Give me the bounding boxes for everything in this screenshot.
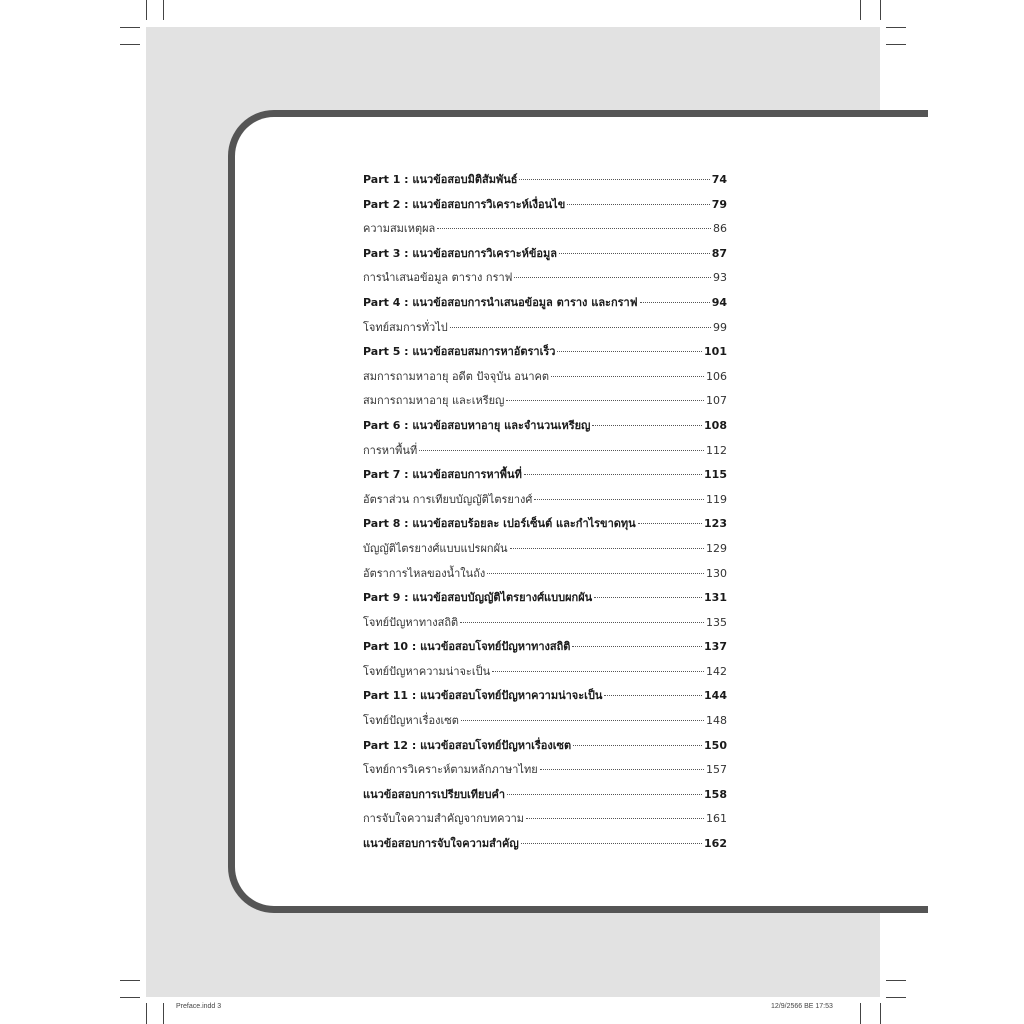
toc-entry-title: Part 6 : แนวข้อสอบหาอายุ และจำนวนเหรียญ [363,418,591,432]
crop-mark [163,0,164,20]
toc-dot-leader [492,671,704,672]
crop-mark [163,1003,164,1024]
toc-entry [363,564,727,589]
toc-entry-title: Part 4 : แนวข้อสอบการนำเสนอข้อมูล ตาราง และกราฟ [363,295,638,309]
toc-entry-page: 142 [706,664,727,678]
toc-entry [363,662,727,687]
toc-entry-page: 94 [711,295,727,309]
toc-dot-leader [506,400,704,401]
toc-entry-page: 162 [704,837,727,851]
toc-entry [363,588,727,613]
crop-mark [886,27,906,28]
toc-entry [363,244,727,269]
toc-entry-page: 115 [704,468,727,482]
toc-entry [363,686,727,711]
toc-entry [363,809,727,834]
toc-entry [363,170,727,195]
crop-mark [886,997,906,998]
crop-mark [880,1003,881,1024]
toc-entry-page: 107 [706,394,727,408]
toc-entry-page: 161 [706,812,727,826]
toc-entry-title: Part 7 : แนวข้อสอบการหาพื้นที่ [363,468,522,482]
toc-entry-title: Part 8 : แนวข้อสอบร้อยละ เปอร์เซ็นต์ และกำไรขาดทุน [363,517,636,531]
toc-entry [363,613,727,638]
toc-entry-title: บัญญัติไตรยางศ์แบบแปรผกผัน [363,541,508,555]
toc-entry-title: Part 5 : แนวข้อสอบสมการหาอัตราเร็ว [363,345,556,359]
toc-entry [363,490,727,515]
toc-entry-title: โจทย์การวิเคราะห์ตามหลักภาษาไทย [363,763,538,777]
toc-entry-title: สมการถามหาอายุ อดีต ปัจจุบัน อนาคต [363,369,550,383]
crop-mark [886,980,906,981]
toc-entry-title: อัตราการไหลของน้ำในถัง [363,566,486,580]
toc-dot-leader [510,548,704,549]
slug-datetime: 12/9/2566 BE 17:53 [771,1003,833,1010]
toc-dot-leader [559,253,710,254]
toc-entry-page: 137 [704,640,727,654]
toc-entry [363,539,727,564]
toc-dot-leader [521,843,702,844]
toc-dot-leader [594,597,702,598]
toc-entry [363,637,727,662]
toc-dot-leader [557,351,702,352]
toc-entry-title: อัตราส่วน การเทียบบัญญัติไตรยางศ์ [363,492,533,506]
slug-file-info: Preface.indd 3 [176,1003,222,1010]
toc-entry-page: 157 [706,763,727,777]
toc-dot-leader [551,376,704,377]
toc-entry [363,785,727,810]
toc-entry-page: 86 [713,222,727,236]
crop-mark [146,1003,147,1024]
toc-dot-leader [487,573,704,574]
toc-dot-leader [519,179,709,180]
crop-mark [146,0,147,20]
toc-entry-page: 87 [711,246,727,260]
toc-entry-title: Part 12 : แนวข้อสอบโจทย์ปัญหาเรื่องเซต [363,738,572,752]
toc-dot-leader [526,818,704,819]
toc-entry-page: 123 [704,517,727,531]
crop-mark [120,44,140,45]
table-of-contents [363,170,727,859]
toc-entry-page: 99 [713,320,727,334]
toc-entry-title: Part 10 : แนวข้อสอบโจทย์ปัญหาทางสถิติ [363,640,571,654]
toc-entry-title: ความสมเหตุผล [363,222,436,236]
toc-entry [363,268,727,293]
toc-entry-page: 108 [704,418,727,432]
toc-entry-page: 79 [711,197,727,211]
crop-mark [120,980,140,981]
toc-entry-page: 131 [704,591,727,605]
toc-dot-leader [567,204,709,205]
toc-entry-page: 144 [704,689,727,703]
toc-entry-page: 119 [706,492,727,506]
toc-entry-title: โจทย์ปัญหาความน่าจะเป็น [363,664,491,678]
toc-entry-page: 93 [713,271,727,285]
toc-dot-leader [540,769,704,770]
toc-dot-leader [524,474,702,475]
toc-entry [363,219,727,244]
toc-entry-title: Part 3 : แนวข้อสอบการวิเคราะห์ข้อมูล [363,246,558,260]
toc-dot-leader [573,745,702,746]
toc-dot-leader [514,277,711,278]
toc-entry [363,514,727,539]
toc-entry-page: 74 [711,173,727,186]
crop-mark [860,0,861,20]
toc-entry-title: โจทย์ปัญหาเรื่องเซต [363,714,459,728]
toc-entry [363,441,727,466]
toc-entry-title: โจทย์สมการทั่วไป [363,320,448,334]
crop-mark [120,27,140,28]
toc-entry-page: 130 [706,566,727,580]
toc-entry [363,367,727,392]
toc-entry [363,416,727,441]
toc-entry-title: โจทย์ปัญหาทางสถิติ [363,615,459,629]
toc-entry-page: 148 [706,714,727,728]
toc-entry-title: Part 9 : แนวข้อสอบบัญญัติไตรยางศ์แบบผกผัน [363,591,593,605]
toc-entry-title: การหาพื้นที่ [363,443,418,457]
toc-entry [363,342,727,367]
toc-entry-title: แนวข้อสอบการเปรียบเทียบคำ [363,787,506,801]
toc-entry-title: Part 1 : แนวข้อสอบมิติสัมพันธ์ [363,173,518,186]
toc-entry-title: การจับใจความสำคัญจากบทความ [363,812,525,826]
toc-dot-leader [592,425,702,426]
toc-dot-leader [604,695,702,696]
toc-entry-title: Part 2 : แนวข้อสอบการวิเคราะห์เงื่อนไข [363,197,566,211]
toc-entry-page: 150 [704,738,727,752]
toc-entry [363,195,727,220]
toc-entry-page: 129 [706,541,727,555]
crop-mark [120,997,140,998]
toc-entry [363,760,727,785]
toc-entry-page: 106 [706,369,727,383]
toc-entry-title: แนวข้อสอบการจับใจความสำคัญ [363,837,519,851]
toc-entry-page: 158 [704,787,727,801]
toc-entry-title: Part 11 : แนวข้อสอบโจทย์ปัญหาความน่าจะเป็น [363,689,603,703]
toc-entry [363,834,727,859]
toc-entry [363,391,727,416]
toc-entry-title: สมการถามหาอายุ และเหรียญ [363,394,505,408]
toc-entry [363,293,727,318]
toc-entry [363,711,727,736]
toc-dot-leader [534,499,704,500]
toc-dot-leader [419,450,704,451]
toc-dot-leader [460,622,704,623]
toc-dot-leader [640,302,710,303]
crop-mark [860,1003,861,1024]
toc-entry-page: 112 [706,443,727,457]
toc-entry [363,465,727,490]
toc-entry [363,736,727,761]
toc-dot-leader [638,523,702,524]
toc-dot-leader [461,720,704,721]
toc-dot-leader [507,794,702,795]
toc-dot-leader [437,228,711,229]
toc-dot-leader [572,646,702,647]
toc-dot-leader [450,327,711,328]
toc-entry [363,318,727,343]
toc-entry-page: 101 [704,345,727,359]
crop-mark [880,0,881,20]
toc-entry-title: การนำเสนอข้อมูล ตาราง กราฟ [363,271,513,285]
toc-entry-page: 135 [706,615,727,629]
crop-mark [886,44,906,45]
